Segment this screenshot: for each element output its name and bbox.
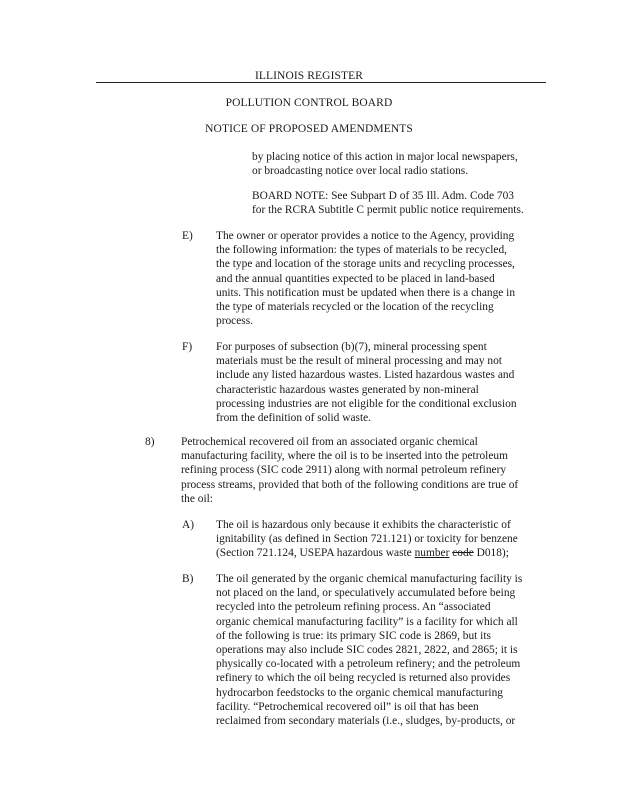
text-line: not placed on the land, or speculatively accumulated before being — [216, 587, 516, 600]
text-line: the type of materials recycled or the location of the recycling — [216, 301, 494, 314]
item-b-label: B) — [182, 573, 194, 585]
text-line: the type and location of the storage units and recycling processes, — [216, 258, 515, 271]
text-line: by placing notice of this action in major local newspapers, — [252, 151, 518, 163]
item-8-label: 8) — [145, 436, 155, 448]
text-line: physically co-located with a petroleum refinery; and the petroleum — [216, 658, 521, 671]
board-note — [252, 189, 552, 217]
amended-prefix: (Section 721.124, USEPA hazardous waste — [216, 547, 415, 560]
text-line: include any listed hazardous wastes. Listed hazardous wastes and — [216, 369, 515, 382]
text-line: The oil generated by the organic chemical manufacturing facility is — [216, 573, 523, 585]
text-line: The oil is hazardous only because it exhibits the characteristic of — [216, 519, 511, 531]
inserted-text: number — [414, 547, 450, 560]
text-line: the oil: — [181, 492, 213, 505]
notice-title: NOTICE OF PROPOSED AMENDMENTS — [205, 123, 413, 135]
text-line: For purposes of subsection (b)(7), mineral processing spent — [216, 341, 487, 353]
board-title: POLLUTION CONTROL BOARD — [225, 97, 393, 109]
text-line: operations may also include SIC codes 2821, 2822, and 2865; it is — [216, 644, 518, 657]
text-line: or broadcasting notice over local radio stations. — [252, 165, 469, 178]
item-a-paragraph — [216, 518, 546, 561]
text-line: BOARD NOTE: See Subpart D of 35 Ill. Adm. Code 703 — [252, 190, 514, 202]
text-line: for the RCRA Subtitle C permit public notice requirements. — [252, 204, 524, 217]
text-line: reclaimed from secondary materials (i.e., sludges, by-products, or — [216, 715, 516, 728]
text-line: hydrocarbon feedstocks to the organic chemical manufacturing — [216, 686, 503, 699]
item-f-paragraph — [216, 340, 546, 425]
item-b-paragraph — [216, 572, 546, 728]
item-e-label: E) — [182, 230, 193, 242]
amended-suffix: D018); — [473, 547, 509, 560]
text-line: of the following is true: its primary SIC code is 2869, but its — [216, 629, 491, 642]
text-line: organic chemical manufacturing facility” is a facility for which all — [216, 615, 518, 628]
item-a-label: A) — [182, 519, 195, 531]
text-line: and the annual quantities expected to be placed in land-based — [216, 272, 495, 285]
text-line: ignitability (as defined in Section 721.121) or toxicity for benzene — [216, 533, 518, 546]
text-line: refining process (SIC code 2911) along with normal petroleum refinery — [181, 464, 507, 477]
text-line: manufacturing facility, where the oil is to be inserted into the petroleum — [181, 450, 508, 463]
text-line: processing industries are not eligible for the conditional exclusion — [216, 397, 517, 410]
header-rule — [96, 82, 546, 83]
text-line: materials must be the result of mineral processing and may not — [216, 355, 502, 368]
text-line: the following information: the types of materials to be recycled, — [216, 244, 508, 257]
continuation-paragraph — [252, 150, 552, 178]
deleted-text: code — [452, 547, 474, 560]
text-line: process. — [216, 315, 254, 328]
text-line: units. This notification must be updated when there is a change in — [216, 286, 516, 299]
text-line: process streams, provided that both of the following conditions are true of — [181, 478, 519, 491]
text-line: refinery to which the oil being recycled is returned also provides — [216, 672, 511, 685]
register-title: ILLINOIS REGISTER — [254, 70, 364, 82]
text-line: recycled into the petroleum refining process. An “associated — [216, 601, 491, 614]
text-line: The owner or operator provides a notice to the Agency, providing — [216, 230, 515, 242]
text-line-amended — [216, 546, 546, 560]
item-8-paragraph — [181, 435, 546, 506]
text-line: facility. “Petrochemical recovered oil” is oil that has been — [216, 700, 479, 713]
item-f-label: F) — [182, 341, 193, 353]
text-line: from the definition of solid waste. — [216, 412, 372, 425]
item-e-paragraph — [216, 229, 546, 328]
text-line: Petrochemical recovered oil from an associated organic chemical — [181, 436, 478, 448]
text-line: characteristic hazardous wastes generated by non-mineral — [216, 383, 479, 396]
